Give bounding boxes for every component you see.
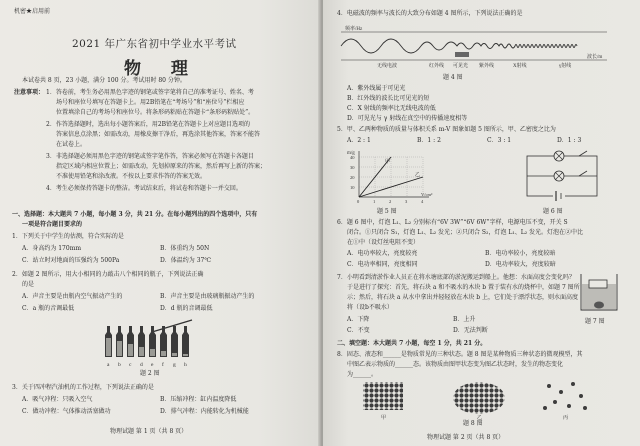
q7-stem-cont: 于是进行了探究：首先，将石块 a 和不吸水的木块 b 置于装有水的烧杯中，如题 7 图所 (347, 284, 580, 291)
q3-stem: 3．关于四冲程汽油机的工作过程，下列说法正确的是 (12, 384, 154, 391)
y-axis-label: m/g (347, 151, 355, 156)
page-footer: 物理试题 第 2 页（共 8 页） (427, 434, 505, 441)
band-label: γ射线 (559, 64, 572, 69)
q5-option: C．3 : 1 (487, 137, 512, 144)
q7-option: B．上升 (453, 316, 476, 323)
x-axis-label: V/cm³ (421, 192, 433, 197)
figure-7-caption: 题 7 图 (585, 318, 605, 325)
q8-stem: 8．固态、液态和______是物质常见的三种状态。题 8 图是某种物质三种状态的微观模型，其 (337, 351, 583, 358)
q6-option: B．电功率较小，亮度较暗 (485, 250, 556, 257)
section2-heading: 二、填空题：本大题共 7 小题，每空 1 分，共 21 分。 (337, 340, 487, 347)
q4-option: D．可见光与 γ 射线在真空中的传播速度相等 (347, 115, 468, 122)
figure-2-caption: 题 2 图 (140, 370, 160, 377)
figure-8-caption: 题 8 图 (463, 420, 483, 427)
x-tick: 4 (421, 199, 424, 204)
q1-option: D．体温约为 37℃ (160, 257, 212, 264)
q6-option: A．电功率较大，亮度较亮 (347, 250, 418, 257)
q7-stem: 7．小明看到清淤作业人员正在将水塘底部的淤泥搬运到船上。他想：水面高度会变化吗？ (337, 274, 575, 281)
section1-heading: 一、选择题：本大题共 7 小题，每小题 3 分，共 21 分。在每小题列出的四个选项中，只有 (12, 211, 258, 218)
bottle-label: h (184, 362, 187, 368)
subject-title: 物 理 (124, 59, 200, 79)
x-tick: 1 (373, 199, 376, 204)
solid-model (363, 382, 403, 410)
bottle-label: a (107, 362, 110, 368)
exam-title: 2021 年广东省初中学业水平考试 (72, 38, 237, 50)
q2-option: B．声音主要是由玻璃瓶振动产生的 (160, 293, 255, 300)
freq-axis-label: 频率/Hz (345, 27, 363, 32)
exam-page-2 (323, 0, 640, 446)
notice-line: 1．答卷前，考生务必用黑色字迹的钢笔或签字笔将自己的准考证号、姓名、考 (46, 89, 254, 96)
series-label: 乙 (415, 173, 421, 178)
gas-model (543, 382, 587, 410)
q1-option: B．体重约为 50N (160, 245, 210, 252)
q4-option: C．X 射线的频率比无线电波的低 (347, 105, 436, 112)
notice-label: 注意事项： (14, 89, 45, 96)
q7-option: D．无法判断 (453, 327, 488, 334)
q6-stem: 6．题 6 图中，灯泡 L₁、L₂ 分别标有“6V 3W”“6V 6W”字样，电源电压不变，开关 S (337, 219, 568, 226)
q6-option: D．电功率较大，亮度较暗 (485, 261, 556, 268)
figure-5-caption: 题 5 图 (377, 208, 397, 215)
q7-option: A．下降 (347, 316, 370, 323)
x-tick: 0 (357, 199, 360, 204)
band-label: 可见光 (453, 64, 469, 69)
q7-option: C．不变 (347, 327, 370, 334)
band-label: X射线 (513, 64, 527, 69)
switch-s1 (579, 151, 587, 156)
bottle-label: g (173, 362, 176, 368)
figure-5-mv-graph (345, 147, 437, 207)
y-tick: 10 (350, 185, 355, 190)
q8-stem-cont: 中图乙表示物质的______态。该物质由图甲状态变为图乙状态时，发生的物态变化 (347, 361, 564, 368)
q5-option: A．2 : 1 (347, 137, 371, 144)
bottle-g (171, 326, 178, 357)
notice-line: 位置填涂自己的考场号和座位号。将条形码粘贴在答题卡“条形码粘贴处”。 (56, 109, 255, 116)
q5-option: B．1 : 2 (417, 137, 441, 144)
wavelength-axis-label: 波长/m (587, 55, 603, 60)
y-tick: 40 (350, 155, 355, 160)
figure-8-particle-models (359, 378, 599, 422)
figure-4-caption: 题 4 图 (443, 74, 463, 81)
figure-6-circuit (519, 150, 609, 204)
exam-info-line: 本试卷共 8 页，23 小题，满分 100 分。考试用时 80 分钟。 (22, 77, 186, 84)
wood-block-b (589, 280, 607, 288)
q8-stem-cont: 为______。 (347, 371, 378, 378)
band-label: 紫外线 (479, 64, 495, 69)
q7-stem-cont: 示；然后，将石块 a 从水中拿出并轻轻放在木块 b 上，它们处于漂浮状态，则水面高度 (347, 294, 579, 301)
q6-stem-cont: 闭合。①只闭合 S₁，灯泡 L₁、L₂ 发光；②只闭合 S₂，灯泡 L₁、L₂ 发光。灯泡在②中比 (347, 229, 584, 236)
notice-line: 2．作答选择题时，选出每小题答案后，用2B铅笔在答题卡上对应题目选项的 (46, 121, 251, 128)
stone-a (594, 302, 604, 309)
bottle-label: f (162, 362, 164, 368)
q2-stem-cont: 的是 (22, 281, 35, 288)
y-tick: 20 (350, 175, 355, 180)
q3-option: C．做功冲程：气体推动活塞做功 (22, 408, 111, 415)
q2-option: C．a 瓶的音调最低 (22, 305, 75, 312)
notice-line: 不准使用铅笔和涂改液。不按以上要求作答的答案无效。 (56, 173, 207, 180)
x-tick: 3 (405, 199, 408, 204)
notice-line: 场号和座位号填写在答题卡上。用2B铅笔在“考场号”和“座位号”栏相应 (56, 99, 245, 106)
x-tick: 2 (389, 199, 392, 204)
q3-option: D．排气冲程：内能转化为机械能 (160, 408, 249, 415)
q5-option: D．1 : 3 (557, 137, 582, 144)
figure-6-caption: 题 6 图 (543, 208, 563, 215)
notice-line: 4．考生必须保持答题卡的整洁。考试结束后，将试卷和答题卡一并交回。 (46, 185, 242, 192)
q6-option: C．电功率相同，亮度相同 (347, 261, 418, 268)
model-label: 甲 (381, 416, 387, 421)
q1-option: C．站立时对地面的压强约为 500Pa (22, 257, 120, 264)
q3-option: A．吸气冲程：只吸入空气 (22, 396, 93, 403)
section1-heading-cont: 一项是符合题目要求的 (22, 221, 83, 228)
notice-line: 在试卷上。 (56, 141, 87, 148)
page-footer: 物理试题 第 1 页（共 8 页） (110, 428, 188, 435)
figure-7-beaker (575, 270, 623, 316)
q2-option: A．声音主要是由瓶内空气振动产生的 (22, 293, 123, 300)
notice-line: 3．非选择题必须用黑色字迹的钢笔或签字笔作答，答案必须写在答题卡各题目 (46, 153, 254, 160)
bottle-label: b (118, 362, 121, 368)
bottle-label: c (129, 362, 132, 368)
model-label: 丙 (563, 416, 569, 421)
band-label: 无线电波 (377, 64, 398, 69)
q4-option: B．红外线的波长比可见光的短 (347, 95, 430, 102)
figure-4-spectrum (337, 22, 627, 74)
q6-stem-cont: 在①中（设灯丝电阻不变） (347, 239, 420, 246)
y-tick: 30 (350, 165, 355, 170)
liquid-model (453, 382, 505, 414)
q3-option: B．压缩冲程：缸内温度降低 (160, 396, 237, 403)
bottle-label: d (140, 362, 143, 368)
q5-stem: 5．甲、乙两种物质的质量与体积关系 m-V 图象如题 5 图所示，甲、乙密度之比为 (337, 126, 556, 133)
q2-stem: 2．如题 2 图所示，用大小相同的力敲击八个相同的瓶子，下列说法正确 (12, 271, 204, 278)
band-label: 红外线 (429, 64, 445, 69)
notice-line: 指定区域内相应位置上；如需改动，先划掉原来的答案，然后再写上新的答案； (56, 163, 267, 170)
q2-option: D．d 瓶的音调最低 (160, 305, 213, 312)
visible-light-band (455, 52, 469, 57)
wave-line (341, 39, 577, 53)
q7-stem-cont: 将（设b不吸水） (347, 304, 393, 311)
q4-stem: 4．电磁波的频率与波长的大致分布如题 4 图所示，下列说法正确的是 (337, 10, 523, 17)
figure-2-bottles (104, 318, 200, 368)
q1-option: A．身高约为 170mm (22, 245, 82, 252)
switch-s2 (579, 171, 587, 176)
series-label: 甲 (385, 160, 391, 165)
bottle-h (182, 326, 189, 357)
notice-line: 答案信息点涂黑；如需改动，用橡皮擦干净后，再选涂其他答案，答案不能答 (56, 131, 261, 138)
q4-option: A．紫外线属于可见光 (347, 85, 406, 92)
secret-mark: 机密★启用前 (14, 8, 51, 15)
model-label: 乙 (477, 416, 483, 421)
bottle-label: e (151, 362, 154, 368)
q1-stem: 1．下列关于中学生的估测，符合实际的是 (12, 233, 124, 240)
